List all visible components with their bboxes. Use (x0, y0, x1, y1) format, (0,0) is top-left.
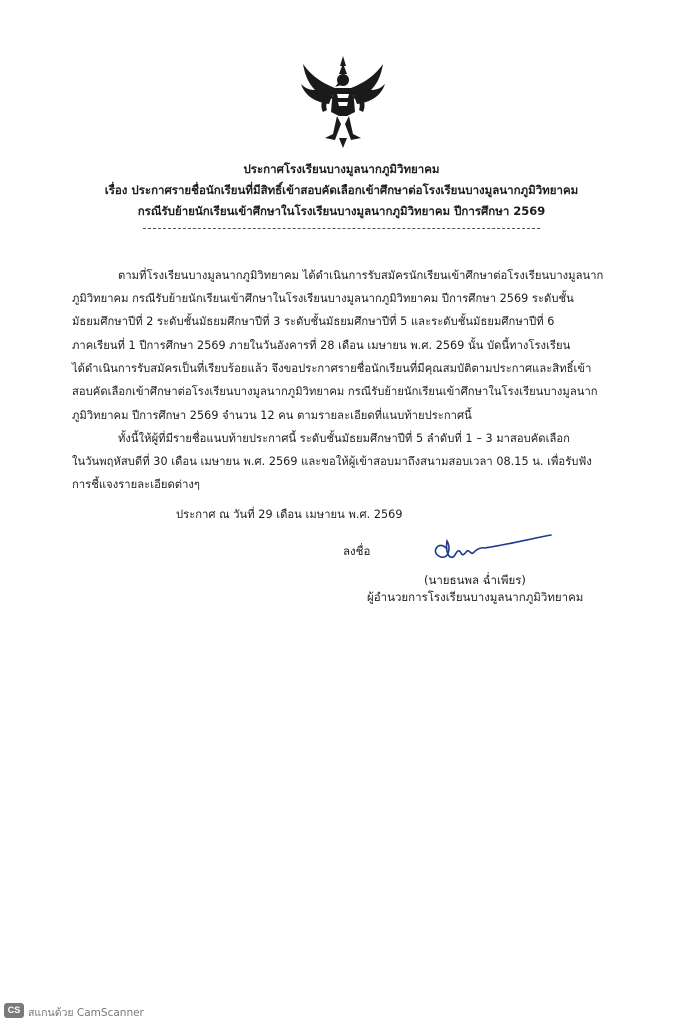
body-line: ภาคเรียนที่ 1 ปีการศึกษา 2569 ภายในวันอังคารที่ 28 เดือน เมษายน พ.ศ. 2569 นั้น บัดนี้ทางโรงเรียน (72, 339, 571, 352)
announcement-title: ประกาศโรงเรียนบางมูลนากภูมิวิทยาคม (243, 162, 440, 176)
body-line: ภูมิวิทยาคม กรณีรับย้ายนักเรียนเข้าศึกษาในโรงเรียนบางมูลนากภูมิวิทยาคม ปีการศึกษา 2569 ระดับชั้น (72, 292, 574, 305)
scanner-text: สแกนด้วย CamScanner (28, 1007, 144, 1019)
signer-name: (นายธนพล ฉ่ำเพียร) (424, 573, 526, 587)
body-line: มัธยมศึกษาปีที่ 2 ระดับชั้นมัธยมศึกษาปีที่ 3 ระดับชั้นมัธยมศึกษาปีที่ 5 และระดับชั้นมัธยมศึกษาปีที่ 6 (72, 315, 555, 328)
signature-label: ลงชื่อ (343, 544, 371, 558)
camscanner-logo-icon: CS (4, 1003, 24, 1018)
garuda-emblem-icon (295, 54, 391, 150)
body-line: สอบคัดเลือกเข้าศึกษาต่อโรงเรียนบางมูลนากภูมิวิทยาคม กรณีรับย้ายนักเรียนเข้าศึกษาในโรงเรียนบางมูลนาก (72, 385, 598, 398)
body-line: ได้ดำเนินการรับสมัครเป็นที่เรียบร้อยแล้ว จึงขอประกาศรายชื่อนักเรียนที่มีคุณสมบัติตามประกาศและสิทธิ์เข้า (72, 362, 592, 375)
header-divider (143, 228, 540, 229)
body-line: ทั้งนี้ให้ผู้ที่มีรายชื่อแนบท้ายประกาศนี้ ระดับชั้นมัธยมศึกษาปีที่ 5 ลำดับที่ 1 – 3 มาสอบคัดเลือก (118, 432, 570, 445)
announcement-subject-line-2: กรณีรับย้ายนักเรียนเข้าศึกษาในโรงเรียนบางมูลนากภูมิวิทยาคม ปีการศึกษา 2569 (137, 204, 546, 218)
signer-position: ผู้อำนวยการโรงเรียนบางมูลนากภูมิวิทยาคม (367, 590, 584, 604)
announce-date: ประกาศ ณ วันที่ 29 เดือน เมษายน พ.ศ. 2569 (176, 508, 403, 521)
body-line: ในวันพฤหัสบดีที่ 30 เดือน เมษายน พ.ศ. 2569 และขอให้ผู้เข้าสอบมาถึงสนามสอบเวลา 08.15 น. เพื่อรับฟัง (72, 455, 592, 468)
body-line: ตามที่โรงเรียนบางมูลนากภูมิวิทยาคม ได้ดำเนินการรับสมัครนักเรียนเข้าศึกษาต่อโรงเรียนบางมูลนาก (118, 269, 604, 282)
scanner-watermark (0, 1001, 683, 1024)
announcement-subject-line-1: เรื่อง ประกาศรายชื่อนักเรียนที่มีสิทธิ์เข้าสอบคัดเลือกเข้าศึกษาต่อโรงเรียนบางมูลนากภูมิวิทยาคม (104, 183, 579, 197)
body-line: ภูมิวิทยาคม ปีการศึกษา 2569 จำนวน 12 คน ตามรายละเอียดที่แนบท้ายประกาศนี้ (72, 409, 472, 422)
body-line: การชี้แจงรายละเอียดต่างๆ (72, 478, 200, 491)
handwritten-signature (425, 531, 555, 571)
